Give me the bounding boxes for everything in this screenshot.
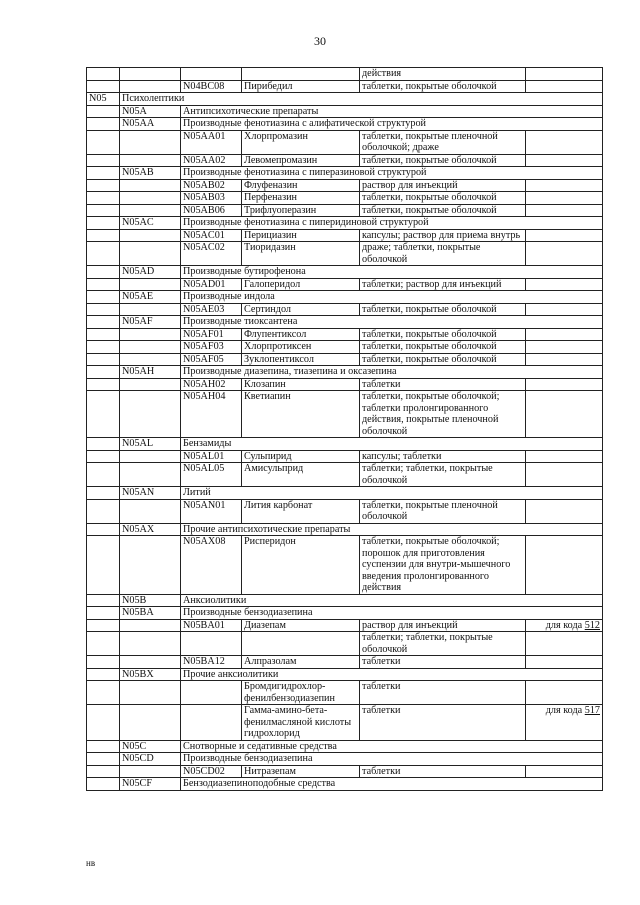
drug-name-cell: Лития карбонат	[242, 499, 360, 523]
note-cell	[526, 536, 603, 595]
empty-cell	[87, 353, 120, 366]
group-row	[87, 523, 603, 536]
group-code-cell: N05BX	[120, 668, 181, 681]
note-cell	[526, 765, 603, 778]
empty-cell	[87, 303, 120, 316]
note-cell	[526, 341, 603, 354]
dosage-form-cell: таблетки	[360, 765, 526, 778]
empty-cell	[87, 391, 120, 438]
empty-cell	[120, 303, 181, 316]
empty-cell	[120, 463, 181, 487]
empty-cell	[87, 607, 120, 620]
empty-cell	[120, 536, 181, 595]
empty-cell	[87, 154, 120, 167]
drug-row	[87, 303, 603, 316]
empty-cell	[87, 487, 120, 500]
empty-cell	[120, 765, 181, 778]
drug-code-cell	[181, 632, 242, 656]
group-row	[87, 118, 603, 131]
drug-row	[87, 341, 603, 354]
group-code-cell: N05BA	[120, 607, 181, 620]
group-title-cell: Бензамиды	[181, 438, 603, 451]
empty-cell	[87, 778, 120, 791]
group-code-cell: N05AE	[120, 291, 181, 304]
drug-name-cell: Бромдигидрохлор-фенилбензодиазепин	[242, 681, 360, 705]
group-code-cell: N05B	[120, 594, 181, 607]
drug-name-cell	[242, 68, 360, 81]
note-cell	[526, 229, 603, 242]
note-cell	[526, 499, 603, 523]
drug-row	[87, 68, 603, 81]
drug-name-cell: Гамма-амино-бета-фенилмасляной кислоты гидрохлорид	[242, 705, 360, 741]
drug-code-cell: N05AX08	[181, 536, 242, 595]
drug-code-cell: N05AF05	[181, 353, 242, 366]
drug-name-cell: Алпразолам	[242, 656, 360, 669]
drug-row	[87, 536, 603, 595]
drug-name-cell: Хлорпромазин	[242, 130, 360, 154]
drug-row	[87, 463, 603, 487]
group-code-cell: N05AD	[120, 266, 181, 279]
group-row	[87, 778, 603, 791]
empty-cell	[87, 619, 120, 632]
note-cell	[526, 619, 603, 632]
group-row	[87, 668, 603, 681]
empty-cell	[120, 656, 181, 669]
group-code-cell: N05AA	[120, 118, 181, 131]
group-code-cell: N05AL	[120, 438, 181, 451]
drug-code-cell: N05AE03	[181, 303, 242, 316]
dosage-form-cell: капсулы; таблетки	[360, 450, 526, 463]
empty-cell	[87, 80, 120, 93]
dosage-form-cell: раствор для инъекций	[360, 619, 526, 632]
drug-code-cell	[181, 705, 242, 741]
group-title-cell: Производные бензодиазепина	[181, 607, 603, 620]
note-cell	[526, 130, 603, 154]
group-code-cell: N05AX	[120, 523, 181, 536]
empty-cell	[120, 80, 181, 93]
note-cell	[526, 705, 603, 741]
drug-code-cell: N05AL05	[181, 463, 242, 487]
empty-cell	[120, 204, 181, 217]
drug-name-cell: Галоперидол	[242, 278, 360, 291]
note-cell	[526, 391, 603, 438]
note-code-link[interactable]: 512	[584, 619, 600, 631]
drug-name-cell: Тиоридазин	[242, 242, 360, 266]
group-row	[87, 438, 603, 451]
drug-code-cell: N05AL01	[181, 450, 242, 463]
drug-name-cell: Хлорпротиксен	[242, 341, 360, 354]
dosage-form-cell: таблетки, покрытые оболочкой	[360, 154, 526, 167]
group-code-cell: N05AF	[120, 316, 181, 329]
drug-code-cell: N05AD01	[181, 278, 242, 291]
dosage-form-cell: таблетки, покрытые оболочкой; таблетки пролонгированного действия, покрытые пленочной оболочкой	[360, 391, 526, 438]
drug-code-cell: N05AH02	[181, 378, 242, 391]
dosage-form-cell: таблетки, покрытые оболочкой	[360, 341, 526, 354]
empty-cell	[87, 594, 120, 607]
drug-name-cell: Клозапин	[242, 378, 360, 391]
empty-cell	[120, 619, 181, 632]
drug-name-cell: Левомепромазин	[242, 154, 360, 167]
group-code-cell: N05C	[120, 740, 181, 753]
note-cell	[526, 204, 603, 217]
dosage-form-cell: капсулы; раствор для приема внутрь	[360, 229, 526, 242]
group-row	[87, 93, 603, 106]
drug-row	[87, 705, 603, 741]
empty-cell	[87, 105, 120, 118]
note-cell	[526, 80, 603, 93]
drug-row	[87, 681, 603, 705]
dosage-form-cell: таблетки, покрытые пленочной оболочкой	[360, 499, 526, 523]
empty-cell	[87, 204, 120, 217]
empty-cell	[87, 118, 120, 131]
note-cell	[526, 68, 603, 81]
group-title-cell: Производные фенотиазина с пиперазиновой структурой	[181, 167, 603, 180]
group-row	[87, 366, 603, 379]
group-title-cell: Снотворные и седативные средства	[181, 740, 603, 753]
group-title-cell: Литий	[181, 487, 603, 500]
group-title-cell: Антипсихотические препараты	[181, 105, 603, 118]
drug-row	[87, 499, 603, 523]
drug-row	[87, 328, 603, 341]
dosage-form-cell: таблетки; раствор для инъекций	[360, 278, 526, 291]
empty-cell	[120, 192, 181, 205]
drug-row	[87, 619, 603, 632]
drug-row	[87, 278, 603, 291]
group-code-cell: N05AB	[120, 167, 181, 180]
group-code-cell: N05AC	[120, 217, 181, 230]
drug-row	[87, 391, 603, 438]
group-code-cell: N05CF	[120, 778, 181, 791]
empty-cell	[87, 463, 120, 487]
empty-cell	[120, 499, 181, 523]
note-cell	[526, 632, 603, 656]
dosage-form-cell: таблетки, покрытые оболочкой	[360, 328, 526, 341]
drug-code-cell: N05AF03	[181, 341, 242, 354]
empty-cell	[120, 229, 181, 242]
empty-cell	[120, 242, 181, 266]
empty-cell	[120, 378, 181, 391]
drug-row	[87, 204, 603, 217]
empty-cell	[120, 391, 181, 438]
drug-row	[87, 450, 603, 463]
group-title-cell: Анксиолитики	[181, 594, 603, 607]
drug-name-cell: Диазепам	[242, 619, 360, 632]
dosage-form-cell: таблетки; таблетки, покрытые оболочкой	[360, 463, 526, 487]
group-title-cell: Производные тиоксантена	[181, 316, 603, 329]
empty-cell	[120, 68, 181, 81]
group-code-cell: N05A	[120, 105, 181, 118]
drug-code-cell: N05BA12	[181, 656, 242, 669]
note-cell	[526, 450, 603, 463]
group-row	[87, 753, 603, 766]
empty-cell	[87, 753, 120, 766]
empty-cell	[87, 266, 120, 279]
empty-cell	[120, 632, 181, 656]
drug-code-cell: N05AC02	[181, 242, 242, 266]
dosage-form-cell: таблетки, покрытые пленочной оболочкой; драже	[360, 130, 526, 154]
group-row	[87, 105, 603, 118]
group-title-cell: Производные бензодиазепина	[181, 753, 603, 766]
note-cell	[526, 242, 603, 266]
empty-cell	[87, 167, 120, 180]
drug-code-cell: N05BA01	[181, 619, 242, 632]
dosage-form-cell: действия	[360, 68, 526, 81]
group-row	[87, 607, 603, 620]
drug-code-cell: N05CD02	[181, 765, 242, 778]
drug-name-cell: Нитразепам	[242, 765, 360, 778]
group-title-cell: Производные фенотиазина с алифатической структурой	[181, 118, 603, 131]
drug-row	[87, 242, 603, 266]
empty-cell	[120, 450, 181, 463]
group-title-cell: Производные диазепина, тиазепина и оксазепина	[181, 366, 603, 379]
note-cell	[526, 353, 603, 366]
group-title-cell: Бензодиазепиноподобные средства	[181, 778, 603, 791]
drug-row	[87, 229, 603, 242]
empty-cell	[87, 229, 120, 242]
dosage-form-cell: таблетки	[360, 681, 526, 705]
empty-cell	[87, 378, 120, 391]
drug-row	[87, 632, 603, 656]
group-title-cell: Производные индола	[181, 291, 603, 304]
empty-cell	[87, 705, 120, 741]
group-title-cell: Производные фенотиазина с пиперидиновой структурой	[181, 217, 603, 230]
group-code-cell: N05AN	[120, 487, 181, 500]
group-row	[87, 266, 603, 279]
note-text: для кода	[545, 619, 585, 631]
note-code-link[interactable]: 517	[584, 705, 600, 716]
note-cell	[526, 328, 603, 341]
empty-cell	[87, 438, 120, 451]
drug-code-cell	[181, 681, 242, 705]
group-row	[87, 167, 603, 180]
drug-name-cell: Сульпирид	[242, 450, 360, 463]
empty-cell	[87, 366, 120, 379]
empty-cell	[120, 328, 181, 341]
drug-name-cell	[242, 632, 360, 656]
note-cell	[526, 303, 603, 316]
note-text: для кода	[545, 705, 585, 716]
dosage-form-cell: таблетки, покрытые оболочкой	[360, 204, 526, 217]
drug-row	[87, 130, 603, 154]
empty-cell	[87, 632, 120, 656]
dosage-form-cell: таблетки, покрытые оболочкой	[360, 80, 526, 93]
group-title-cell: Прочие анксиолитики	[181, 668, 603, 681]
dosage-form-cell: таблетки	[360, 378, 526, 391]
empty-cell	[87, 668, 120, 681]
dosage-form-cell: таблетки	[360, 705, 526, 741]
drug-code-cell: N05AB02	[181, 179, 242, 192]
empty-cell	[87, 179, 120, 192]
empty-cell	[87, 656, 120, 669]
dosage-form-cell: таблетки, покрытые оболочкой; порошок для приготовления суспензии для внутри-мышечного введения пролонгированного действия	[360, 536, 526, 595]
drug-code-cell: N05AA02	[181, 154, 242, 167]
empty-cell	[87, 192, 120, 205]
drug-code-cell: N04BC08	[181, 80, 242, 93]
drug-code-cell: N05AB03	[181, 192, 242, 205]
dosage-form-cell: таблетки, покрытые оболочкой	[360, 303, 526, 316]
empty-cell	[87, 681, 120, 705]
drug-name-cell: Пирибедил	[242, 80, 360, 93]
group-title-cell: Психолептики	[120, 93, 603, 106]
drug-code-cell: N05AB06	[181, 204, 242, 217]
drug-code-cell: N05AN01	[181, 499, 242, 523]
drug-classification-table	[86, 67, 603, 791]
drug-name-cell: Флуфеназин	[242, 179, 360, 192]
group-row	[87, 316, 603, 329]
empty-cell	[120, 154, 181, 167]
empty-cell	[87, 68, 120, 81]
drug-name-cell: Перициазин	[242, 229, 360, 242]
empty-cell	[87, 536, 120, 595]
empty-cell	[120, 130, 181, 154]
note-cell	[526, 656, 603, 669]
empty-cell	[87, 499, 120, 523]
note-cell	[526, 681, 603, 705]
empty-cell	[120, 278, 181, 291]
drug-row	[87, 80, 603, 93]
group-row	[87, 217, 603, 230]
note-cell	[526, 378, 603, 391]
drug-code-cell	[181, 68, 242, 81]
empty-cell	[87, 523, 120, 536]
drug-code-cell: N05AC01	[181, 229, 242, 242]
drug-code-cell: N05AF01	[181, 328, 242, 341]
page-number: 30	[314, 34, 326, 48]
empty-cell	[87, 765, 120, 778]
empty-cell	[87, 740, 120, 753]
drug-row	[87, 378, 603, 391]
group-row	[87, 291, 603, 304]
drug-name-cell: Флупентиксол	[242, 328, 360, 341]
empty-cell	[120, 179, 181, 192]
empty-cell	[87, 278, 120, 291]
empty-cell	[120, 341, 181, 354]
note-cell	[526, 154, 603, 167]
dosage-form-cell: таблетки; таблетки, покрытые оболочкой	[360, 632, 526, 656]
empty-cell	[120, 705, 181, 741]
note-cell	[526, 463, 603, 487]
empty-cell	[87, 328, 120, 341]
drug-code-cell: N05AA01	[181, 130, 242, 154]
drug-name-cell: Рисперидон	[242, 536, 360, 595]
empty-cell	[87, 242, 120, 266]
drug-code-cell: N05AH04	[181, 391, 242, 438]
dosage-form-cell: раствор для инъекций	[360, 179, 526, 192]
drug-name-cell: Сертиндол	[242, 303, 360, 316]
empty-cell	[87, 217, 120, 230]
dosage-form-cell: таблетки, покрытые оболочкой	[360, 192, 526, 205]
group-row	[87, 740, 603, 753]
note-cell	[526, 192, 603, 205]
empty-cell	[87, 130, 120, 154]
drug-row	[87, 656, 603, 669]
empty-cell	[87, 316, 120, 329]
empty-cell	[120, 353, 181, 366]
table-body	[87, 68, 603, 791]
drug-name-cell: Трифлуоперазин	[242, 204, 360, 217]
group-code-cell: N05	[87, 93, 120, 106]
group-code-cell: N05AH	[120, 366, 181, 379]
dosage-form-cell: таблетки, покрытые оболочкой	[360, 353, 526, 366]
drug-name-cell: Перфеназин	[242, 192, 360, 205]
note-cell	[526, 179, 603, 192]
drug-name-cell: Амисульприд	[242, 463, 360, 487]
drug-row	[87, 765, 603, 778]
empty-cell	[87, 291, 120, 304]
drug-row	[87, 154, 603, 167]
group-row	[87, 594, 603, 607]
drug-name-cell: Зуклопентиксол	[242, 353, 360, 366]
drug-name-cell: Кветиапин	[242, 391, 360, 438]
footer-mark: нв	[86, 858, 96, 868]
note-cell	[526, 278, 603, 291]
empty-cell	[87, 341, 120, 354]
empty-cell	[120, 681, 181, 705]
group-title-cell: Производные бутирофенона	[181, 266, 603, 279]
empty-cell	[87, 450, 120, 463]
drug-row	[87, 353, 603, 366]
dosage-form-cell: драже; таблетки, покрытые оболочкой	[360, 242, 526, 266]
group-title-cell: Прочие антипсихотические препараты	[181, 523, 603, 536]
drug-row	[87, 179, 603, 192]
dosage-form-cell: таблетки	[360, 656, 526, 669]
group-code-cell: N05CD	[120, 753, 181, 766]
group-row	[87, 487, 603, 500]
drug-row	[87, 192, 603, 205]
